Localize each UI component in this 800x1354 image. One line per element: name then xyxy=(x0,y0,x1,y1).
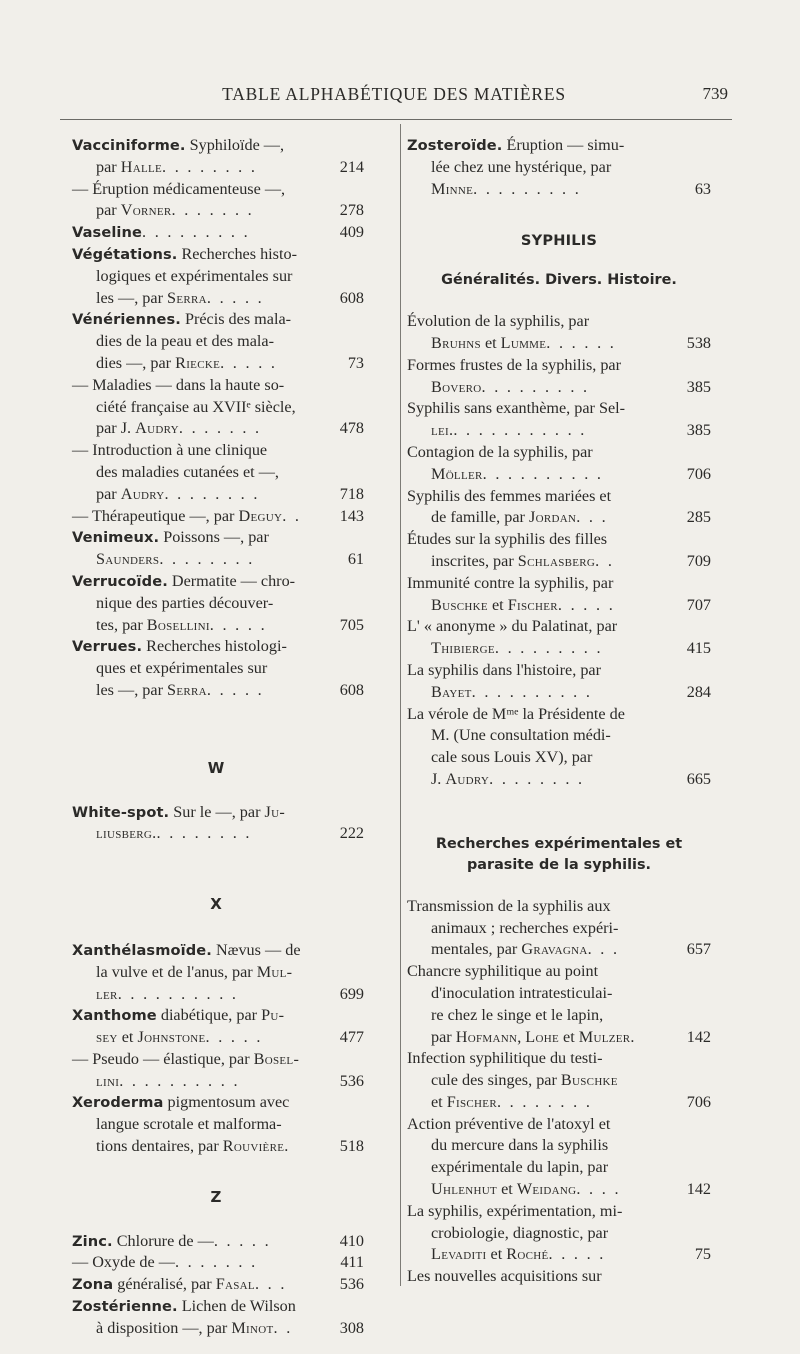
author-name: ler xyxy=(96,984,118,1003)
page-ref: 411 xyxy=(340,1253,364,1272)
page-ref: 477 xyxy=(339,1028,364,1047)
author-name: Uhlenhut xyxy=(431,1180,498,1199)
index-entry-venimeux: Venimeux. Poissons —, par Saunders. . . . . . . . 61 xyxy=(72,527,360,571)
index-entry-white-spot: White-spot. Sur le —, par Ju- liusberg.. . . . . . . . 222 xyxy=(72,802,360,846)
page-ref: 705 xyxy=(339,615,364,634)
author-name: Levaditi xyxy=(431,1245,487,1264)
author-name: Weidang xyxy=(516,1180,577,1199)
running-title: TABLE ALPHABÉTIQUE DES MATIÈRES xyxy=(222,84,566,104)
author-name: Bovero xyxy=(431,377,482,396)
page-ref: 142 xyxy=(686,1180,711,1199)
index-entry-infection: Infection syphilitique du testi- cule des singes, par Buschke et Fischer. . . . . . . . 706 xyxy=(407,1048,711,1113)
index-entry-vegetations: Végétations. Recherches histo- logiques et expérimentales sur les —, par Serra. . . . . 608 xyxy=(72,244,360,309)
entry-heading: Vaseline xyxy=(72,224,143,242)
author-name: liusberg. xyxy=(96,824,157,843)
page-ref: 699 xyxy=(339,984,364,1003)
page-ref: 214 xyxy=(339,157,364,176)
column-divider xyxy=(400,124,401,1286)
author-name: Buschke xyxy=(560,1071,618,1090)
author-name: Rouvière xyxy=(222,1137,285,1156)
index-entry-zinc: Zinc. Chlorure de —. . . . . 410 — Oxyde de —. . . . . . . 411 xyxy=(72,1231,360,1275)
entry-heading: Xanthélasmoïde. xyxy=(72,941,212,959)
index-entry-transmission: Transmission de la syphilis aux animaux ; recherches expéri- mentales, par Gravagna. . . 657 xyxy=(407,896,711,961)
entry-heading: Venimeux. xyxy=(72,529,160,547)
entry-heading: Vénériennes. xyxy=(72,311,181,329)
entry-heading: Zosteroïde. xyxy=(407,137,503,154)
left-column xyxy=(72,135,364,1340)
author-name: Lohe xyxy=(525,1027,559,1046)
index-entry-vacciniforme: Vacciniforme. Syphiloïde —, par Halle. . . . . . . . 214 — Éruption médicamenteuse —, par Vorner. . . . . . . 278 xyxy=(72,135,360,222)
section-letter-x: X xyxy=(210,895,222,914)
index-entry-zosterienne: Zostérienne. Lichen de Wilson à disposition —, par Minot. . 308 xyxy=(72,1296,360,1340)
author-name: Serra xyxy=(167,680,207,699)
page-ref: 518 xyxy=(339,1137,364,1156)
index-entry-formes-frustes: Formes frustes de la syphilis, par Bovero. . . . . . . . . 385 xyxy=(407,355,711,399)
author-name: Mul- xyxy=(256,962,293,981)
index-entry-sans-exantheme: Syphilis sans exanthème, par Sel- lei.. . . . . . . . . . . 385 xyxy=(407,398,711,442)
page-ref: 284 xyxy=(686,682,711,701)
entry-heading: Xanthome xyxy=(72,1007,157,1025)
index-entry-anonyme: L' « anonyme » du Palatinat, par Thibierge. . . . . . . . . 415 xyxy=(407,616,711,660)
index-entry-xanthelasmoide: Xanthélasmoïde. Nævus — de la vulve et de l'anus, par Mul- ler. . . . . . . . . . 699 xyxy=(72,940,360,1005)
page-ref: 61 xyxy=(347,550,364,569)
right-column xyxy=(407,135,711,1288)
index-entry-chancre: Chancre syphilitique au point d'inoculation intratesticulai- re chez le singe et le lapin, par Hofmann, Lohe et Mulzer. 142 xyxy=(407,961,711,1048)
index-entry-femmes-mariees: Syphilis des femmes mariées et de famille, par Jordan. . . 285 xyxy=(407,486,711,530)
entry-heading: White-spot. xyxy=(72,803,170,821)
author-name: Deguy xyxy=(238,506,283,525)
page-ref: 415 xyxy=(686,639,711,658)
author-name: Vorner xyxy=(120,201,172,220)
index-entry-zona: Zona généralisé, par Fasal. . . 536 xyxy=(72,1274,360,1296)
page-ref: 143 xyxy=(339,506,364,525)
page-ref: 478 xyxy=(339,419,364,438)
index-entry-action-preventive: Action préventive de l'atoxyl et du mercure dans la syphilis expérimentale du lapin, par Uhlenhut et Weidang. . . . 142 xyxy=(407,1114,711,1201)
page-ref: 538 xyxy=(686,333,711,352)
entry-heading: Zostérienne. xyxy=(72,1298,178,1316)
author-name: lei. xyxy=(431,421,454,440)
entry-heading: Zinc. xyxy=(72,1232,113,1250)
entry-heading: Xeroderma xyxy=(72,1094,164,1112)
author-name: Minne xyxy=(431,179,474,198)
page-ref: 308 xyxy=(339,1318,364,1337)
index-entry-evolution: Évolution de la syphilis, par Bruhns et Lumme. . . . . . 538 xyxy=(407,311,711,355)
author-name: Saunders xyxy=(96,550,160,569)
page-ref: 222 xyxy=(339,824,364,843)
author-name: Thibierge xyxy=(431,639,495,658)
page-ref: 63 xyxy=(694,179,711,198)
index-entry-experimentation: La syphilis, expérimentation, mi- crobiologie, diagnostic, par Levaditi et Roché. . . . . 75 xyxy=(407,1201,711,1266)
author-name: Johnstone xyxy=(137,1028,206,1047)
page-ref: 385 xyxy=(686,421,711,440)
author-name: Bayet xyxy=(431,682,472,701)
page-ref: 707 xyxy=(686,595,711,614)
page-ref: 75 xyxy=(694,1245,711,1264)
index-entry-filles-inscrites: Études sur la syphilis des filles inscrites, par Schlasberg. . 709 xyxy=(407,529,711,573)
author-name: Minot xyxy=(231,1318,274,1337)
index-entry-verrues: Verrues. Recherches histologi- ques et expérimentales sur les —, par Serra. . . . . 608 xyxy=(72,636,360,701)
index-entry-xeroderma: Xeroderma pigmentosum avec langue scrotale et malforma- tions dentaires, par Rouvière. 518 xyxy=(72,1092,360,1157)
author-name: Buschke xyxy=(431,595,488,614)
page-ref: 709 xyxy=(686,551,711,570)
page-ref: 409 xyxy=(339,223,364,242)
page-ref: 536 xyxy=(339,1275,364,1294)
index-entry-verrucoide: Verrucoïde. Dermatite — chro- nique des parties découver- tes, par Bosellini. . . . . 705 xyxy=(72,571,360,636)
author-name: Audry xyxy=(445,769,490,788)
author-name: lini xyxy=(96,1071,120,1090)
page-ref: 657 xyxy=(686,940,711,959)
section-title-syphilis: SYPHILIS xyxy=(520,232,598,250)
author-name: sey xyxy=(96,1028,118,1047)
header-rule xyxy=(60,119,732,120)
author-name: Möller xyxy=(431,464,483,483)
author-name: Mulzer xyxy=(578,1027,631,1046)
page-ref: 73 xyxy=(347,353,364,372)
author-name: Fischer xyxy=(446,1092,497,1111)
page-ref: 608 xyxy=(339,288,364,307)
author-name: Fischer xyxy=(507,595,558,614)
entry-heading: Vacciniforme. xyxy=(72,137,186,154)
index-entry-xanthome: Xanthome diabétique, par Pu- sey et Johnstone. . . . . 477 — Pseudo — élastique, par Bosel- lini. . . . . . . . . . 536 xyxy=(72,1005,360,1092)
author-name: Bosellini xyxy=(146,615,210,634)
subsection-title-generalites: Généralités. Divers. Histoire. xyxy=(441,272,677,289)
index-entry-immunite: Immunité contre la syphilis, par Buschke et Fischer. . . . . 707 xyxy=(407,573,711,617)
index-entry-acquisitions: Les nouvelles acquisitions sur xyxy=(407,1267,602,1286)
page-ref: 285 xyxy=(686,508,711,527)
author-name: Riecke xyxy=(175,353,221,372)
page-ref: 665 xyxy=(686,769,711,788)
author-name: Bosel- xyxy=(253,1049,300,1068)
page-ref: 278 xyxy=(339,201,364,220)
author-name: Gravagna xyxy=(521,940,588,959)
author-name: Ju- xyxy=(264,802,286,821)
author-name: Audry xyxy=(135,419,179,438)
page-ref: 706 xyxy=(686,464,711,483)
index-entry-veneriennes: Vénériennes. Précis des mala- dies de la peau et des mala- dies —, par Riecke. . . . . 73 — Maladies — dans la haute so- ciété française au XVIIᵉ siècle, par J. Audry. . . . . . . 478 — Introduction à une clinique des maladies cutanées et —, par Audry. . . . . . . . 718 — Thérapeutique —, par Deguy. . 143 xyxy=(72,309,360,527)
section-letter-w: W xyxy=(207,758,225,777)
page-ref: 718 xyxy=(339,484,364,503)
page-ref: 410 xyxy=(339,1231,364,1250)
page-ref: 608 xyxy=(339,680,364,699)
author-name: Fasal xyxy=(215,1275,255,1294)
entry-heading: Verrues. xyxy=(72,638,143,656)
entry-heading: Végétations. xyxy=(72,245,178,263)
author-name: Roché xyxy=(506,1245,549,1264)
index-entry-vaseline: Vaseline. . . . . . . . . 409 xyxy=(72,222,360,244)
index-entry-zosteroide: Zosteroïde. Éruption — simu- lée chez une hystérique, par Minne. . . . . . . . . 63 xyxy=(407,135,711,200)
author-name: Jordan xyxy=(528,508,577,527)
author-name: Bruhns xyxy=(431,333,481,352)
author-name: Halle xyxy=(120,157,163,176)
entry-heading: Verrucoïde. xyxy=(72,572,168,590)
section-letter-z: Z xyxy=(210,1187,222,1206)
page-ref: 536 xyxy=(339,1071,364,1090)
author-name: Lumme xyxy=(500,333,547,352)
page-number: 739 xyxy=(702,84,728,103)
index-entry-verole: La vérole de Mᵐᵉ la Présidente de M. (Une consultation médi- cale sous Louis XV), par J. Audry. . . . . . . . 665 xyxy=(407,704,711,791)
author-name: Audry xyxy=(120,484,165,503)
page-ref: 385 xyxy=(686,377,711,396)
author-name: Hofmann xyxy=(455,1027,518,1046)
entry-heading: Zona xyxy=(72,1276,114,1294)
author-name: Schlasberg xyxy=(517,551,596,570)
author-name: Pu- xyxy=(261,1006,285,1025)
page-header xyxy=(60,84,728,108)
page-ref: 706 xyxy=(686,1092,711,1111)
page-ref: 142 xyxy=(686,1027,711,1046)
index-entry-contagion: Contagion de la syphilis, par Möller. . . . . . . . . . 706 xyxy=(407,442,711,486)
subsection-title-recherches: Recherches expérimentales et parasite de la syphilis. xyxy=(435,835,683,873)
author-name: Serra xyxy=(167,288,207,307)
index-entry-histoire: La syphilis dans l'histoire, par Bayet. . . . . . . . . . 284 xyxy=(407,660,711,704)
